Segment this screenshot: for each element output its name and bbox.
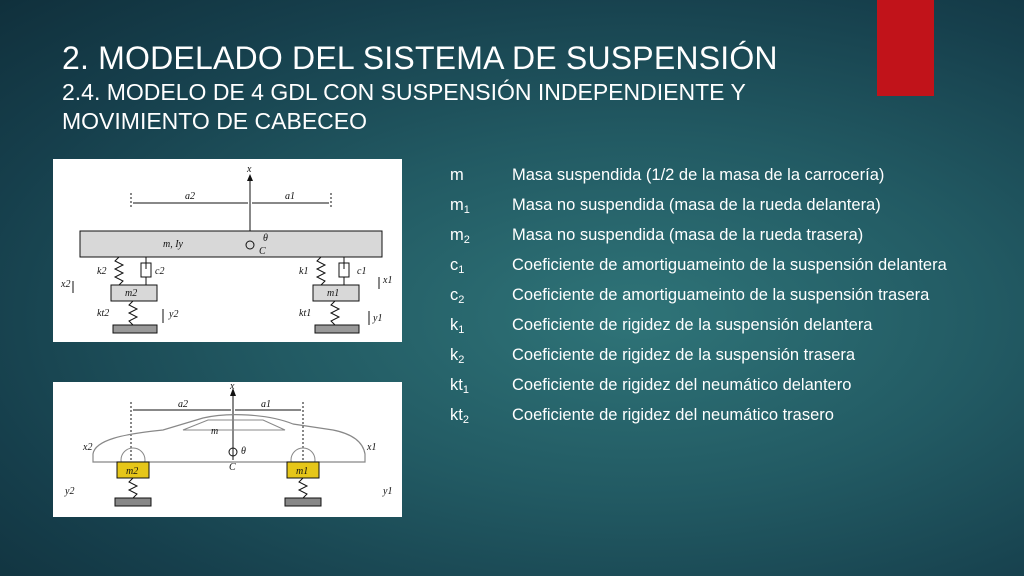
definition-row <box>450 345 970 365</box>
label-m2: m2 <box>125 288 138 299</box>
label-k2: k2 <box>97 266 107 277</box>
definitions-list <box>450 165 970 435</box>
definition-row <box>450 195 970 215</box>
definition-row <box>450 375 970 395</box>
definition-symbol: $k_2$ <box>450 346 465 366</box>
label-x1: x1 <box>383 275 393 286</box>
car-body-outline <box>93 415 365 462</box>
fig2-label-m: m <box>211 426 219 437</box>
fig2-label-y1: y1 <box>383 486 393 497</box>
sprung-mass-bar <box>80 231 382 257</box>
definition-text: Coeficiente de rigidez de la suspensión delantera <box>512 316 873 334</box>
definition-symbol: $m_1$ <box>450 196 470 216</box>
label-a2: a2 <box>185 191 195 202</box>
spring-k1 <box>317 257 325 285</box>
fig2-label-theta: θ <box>241 446 246 457</box>
definition-text: Masa no suspendida (masa de la rueda delantera) <box>512 196 881 214</box>
label-y1: y1 <box>373 313 383 324</box>
fig2-label-a1: a1 <box>261 399 271 410</box>
label-m1: m1 <box>327 288 340 299</box>
label-c1: c1 <box>357 266 367 277</box>
definition-symbol: $m_2$ <box>450 226 470 246</box>
definition-symbol: $k_1$ <box>450 316 465 336</box>
label-x2: x2 <box>61 279 71 290</box>
definition-symbol: m <box>450 166 464 184</box>
title-subtitle: 2.4. MODELO DE 4 GDL CON SUSPENSIÓN INDEPENDIENTE Y MOVIMIENTO DE CABECEO <box>62 79 746 134</box>
label-theta: θ <box>263 233 268 244</box>
label-c2: c2 <box>155 266 165 277</box>
spring-kt2 <box>129 301 137 325</box>
label-a1: a1 <box>285 191 295 202</box>
label-body: m, Iy <box>163 239 183 250</box>
fig2-label-x1: x1 <box>367 442 377 453</box>
label-y2: y2 <box>169 309 179 320</box>
definition-row <box>450 225 970 245</box>
fig2-label-c: C <box>229 462 236 473</box>
fig2-label-x2: x2 <box>83 442 93 453</box>
definition-text: Coeficiente de amortiguameinto de la suspensión trasera <box>512 286 930 304</box>
definition-row <box>450 255 970 275</box>
accent-tab <box>877 0 934 96</box>
label-x: x <box>247 164 252 175</box>
fig2-ground-left <box>115 498 151 506</box>
slide-title <box>62 42 862 136</box>
car-model-illustration <box>53 382 402 517</box>
definition-symbol: $kt_2$ <box>450 406 469 426</box>
ground-right <box>315 325 359 333</box>
definition-row <box>450 165 970 185</box>
spring-kt1 <box>331 301 339 325</box>
fig2-label-m1: m1 <box>296 466 309 477</box>
definition-row <box>450 405 970 425</box>
definition-text: Coeficiente de amortiguameinto de la suspensión delantera <box>512 256 947 274</box>
definition-text: Masa suspendida (1/2 de la masa de la carrocería) <box>512 166 885 184</box>
label-k1: k1 <box>299 266 309 277</box>
definition-symbol: $c_2$ <box>450 286 465 306</box>
definition-row <box>450 315 970 335</box>
definition-row <box>450 285 970 305</box>
fig2-label-a2: a2 <box>178 399 188 410</box>
fig2-label-x: x <box>230 382 235 392</box>
title-main: 2. MODELADO DEL SISTEMA DE SUSPENSIÓN <box>62 40 778 76</box>
definition-text: Coeficiente de rigidez de la suspensión trasera <box>512 346 856 364</box>
spring-k2 <box>115 257 123 285</box>
label-kt2: kt2 <box>97 308 110 319</box>
definition-text: Masa no suspendida (masa de la rueda trasera) <box>512 226 864 244</box>
definition-text: Coeficiente de rigidez del neumático trasero <box>512 406 834 424</box>
ground-left <box>113 325 157 333</box>
definition-text: Coeficiente de rigidez del neumático delantero <box>512 376 852 394</box>
label-kt1: kt1 <box>299 308 312 319</box>
definition-symbol: $c_1$ <box>450 256 465 276</box>
definition-symbol: $kt_1$ <box>450 376 469 396</box>
half-car-schematic <box>53 159 402 342</box>
label-c: C <box>259 246 266 257</box>
car-window <box>183 420 285 430</box>
fig2-label-y2: y2 <box>65 486 75 497</box>
fig2-ground-right <box>285 498 321 506</box>
fig2-label-m2: m2 <box>126 466 139 477</box>
